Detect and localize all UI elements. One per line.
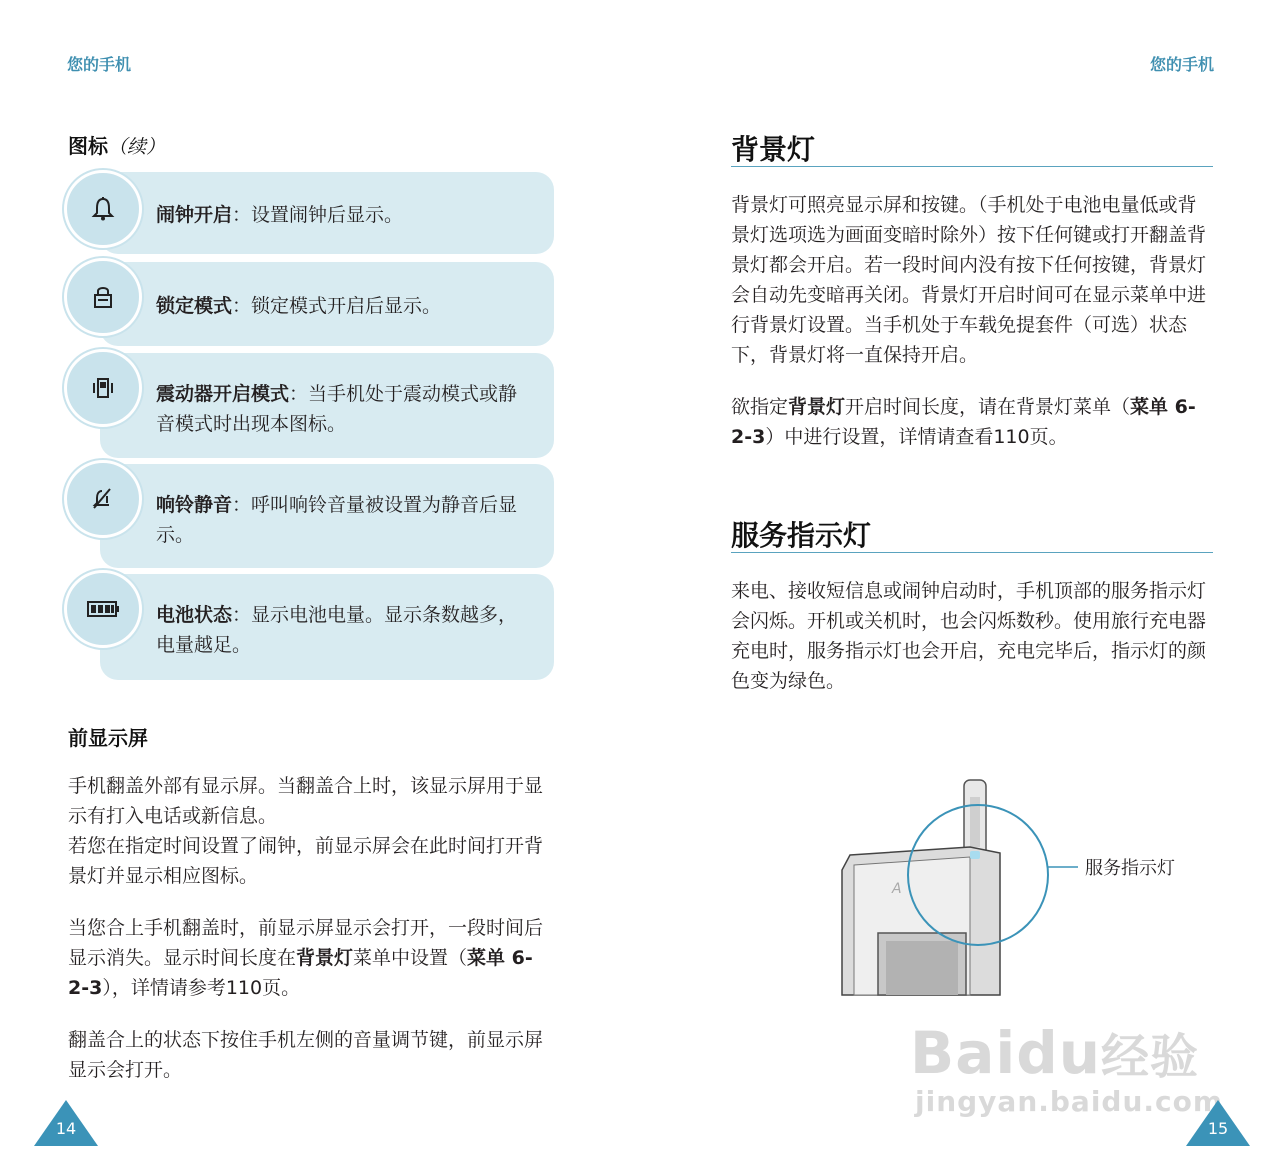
icon-card-ringer-mute: 响铃静音：呼叫响铃音量被设置为静音后显示。 (100, 464, 554, 568)
service-light-text (731, 576, 1209, 696)
backlight-text (731, 190, 1213, 452)
page-number-left: 14 (55, 1119, 77, 1138)
paragraph: 来电、接收短信息或闹钟启动时，手机顶部的服务指示灯会闪烁。开机或关机时，也会闪烁数秒。使用旅行充电器充电时，服务指示灯也会开启，充电完毕后，指示灯的颜色变为绿色。 (731, 580, 1207, 692)
front-display-heading: 前显示屏 (68, 726, 148, 750)
page-number-right: 15 (1207, 1119, 1229, 1138)
service-light-callout: 服务指示灯 (1085, 858, 1175, 879)
icon-card-lock: 锁定模式：锁定模式开启后显示。 (100, 262, 554, 346)
section-rule (731, 552, 1213, 553)
baidu-watermark-logo (910, 1018, 1199, 1087)
vibrate-icon (64, 349, 142, 427)
paragraph: 当您合上手机翻盖时，前显示屏显示会打开，一段时间后显示消失。显示时间长度在背景灯菜单中设置（菜单 6-2-3），详情请参考110页。 (68, 917, 544, 999)
icon-term: 闹钟开启 (156, 204, 233, 226)
paragraph: 若您在指定时间设置了闹钟，前显示屏会在此时间打开背景灯并显示相应图标。 (68, 835, 544, 887)
paragraph: 手机翻盖外部有显示屏。当翻盖合上时，该显示屏用于显示有打入电话或新信息。 (68, 775, 544, 827)
icons-heading-cont: （续） (108, 136, 166, 158)
ringer-mute-icon (64, 460, 142, 538)
icon-desc: 设置闹钟后显示。 (251, 204, 404, 226)
backlight-title: 背景灯 (731, 133, 816, 166)
icon-desc: 锁定模式开启后显示。 (251, 295, 442, 317)
lock-icon (64, 258, 142, 336)
watermark-brand-cn: 经验 (1101, 1029, 1200, 1085)
icon-term: 震动器开启模式 (156, 383, 290, 405)
icon-desc: 呼叫响铃音量被设置为静音后显示。 (156, 494, 518, 546)
icons-heading (68, 130, 165, 159)
phone-illustration (830, 775, 1170, 1000)
icons-heading-text: 图标 (68, 134, 108, 158)
icon-term: 响铃静音 (156, 494, 233, 516)
watermark-url: jingyan.baidu.com (915, 1085, 1224, 1118)
paragraph: 翻盖合上的状态下按住手机左侧的音量调节键，前显示屏显示会打开。 (68, 1029, 544, 1081)
icon-desc: 显示电池电量。显示条数越多，电量越足。 (156, 604, 518, 656)
svg-text:A: A (892, 881, 902, 897)
paragraph: 背景灯可照亮显示屏和按键。（手机处于电池电量低或背景灯选项选为画面变暗时除外）按下任何键或打开翻盖背景灯都会开启。若一段时间内没有按下任何按键，背景灯会自动先变暗再关闭。背景灯开启时间可在显示菜单中进行背景灯设置。当手机处于车载免提套件（可选）状态下，背景灯将一直保持开启。 (731, 194, 1207, 366)
battery-icon (64, 570, 142, 648)
running-head-right: 您的手机 (1150, 55, 1215, 74)
icon-card-vibrate: 震动器开启模式：当手机处于震动模式或静音模式时出现本图标。 (100, 353, 554, 458)
running-head-left: 您的手机 (67, 55, 132, 74)
icon-card-battery: 电池状态：显示电池电量。显示条数越多，电量越足。 (100, 574, 554, 680)
alarm-bell-icon (64, 170, 142, 248)
service-light-title: 服务指示灯 (731, 519, 872, 552)
icon-term: 电池状态 (156, 604, 233, 626)
section-rule (731, 166, 1213, 167)
icon-desc: 当手机处于震动模式或静音模式时出现本图标。 (156, 383, 518, 435)
watermark-brand: Baidu (910, 1019, 1102, 1087)
front-display-text (68, 771, 552, 1085)
paragraph: 欲指定背景灯开启时间长度，请在背景灯菜单（菜单 6-2-3）中进行设置，详情请查看110页。 (731, 396, 1196, 448)
icon-term: 锁定模式 (156, 295, 233, 317)
icon-card-alarm: 闹钟开启：设置闹钟后显示。 (100, 172, 554, 254)
